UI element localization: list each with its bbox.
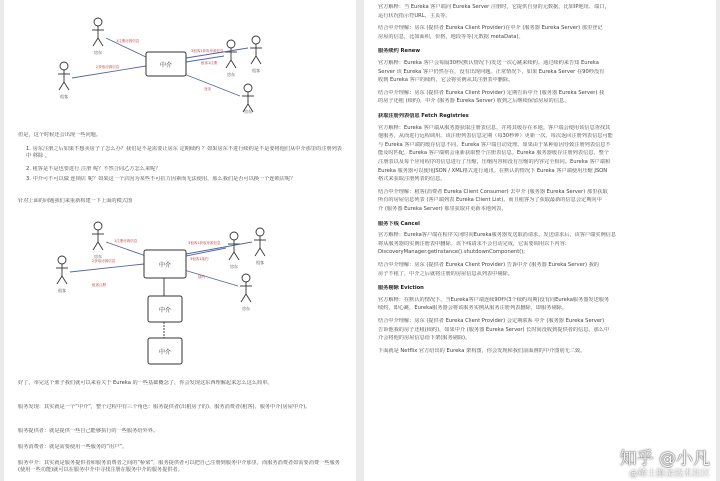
arrow-label: 1注册房源信息 [114, 239, 138, 243]
term-name: 服务消费者： [18, 444, 50, 450]
arrow-label: 3租客1续约 [190, 257, 209, 261]
section-heading: 服务剔除 Eviction [378, 285, 424, 292]
term-text: 其实就是一个“中介”，整个过程中有三个角色：服务提供者(出租房子的)、服务消费者(租客)、服务中介(房屋中介)。 [43, 404, 311, 410]
broker-node-label: 中介 [158, 262, 172, 269]
person-figure [242, 84, 254, 112]
paragraph-line: 下面就是 Netflix 官方给出的 Eureka 架构图，你会发现和我们前面画的中介图别无二致。 [378, 347, 586, 354]
paragraph-line: 结合中介理解：房东 (提供者 Eureka Client Provider) 定期告诉中介 (服务器 Eureka Server) 我 [378, 89, 605, 96]
person-figure [92, 18, 104, 46]
term-text: 就是提供一些自己能够执行的一些服务给外界。 [49, 428, 159, 434]
paragraph-line: 结合中介理解：房东 (提供者 Eureka Client Provider) 告诉中介 (服务器 Eureka Server) 我的 [378, 262, 599, 268]
paragraph-line: 官方解释：Eureka 客户端从服务器获取注册表信息，并将其缓存在本地。客户端会使用该信息查找其 [378, 124, 611, 131]
person-figure [225, 40, 237, 68]
person-figure [92, 222, 104, 250]
paragraph-line: 收到 Eureka 客户的续约，它会将实例从其注册表中删除。 [378, 77, 514, 84]
person-figure [56, 256, 68, 284]
term-name: 服务提供者： [18, 428, 50, 434]
person-label: 租客 [256, 260, 264, 265]
arrow-label: 租客1注册 [201, 61, 218, 65]
arrow-label: 续约 [198, 275, 205, 279]
person-figure [58, 62, 70, 90]
arrow-label: 租客注册 [92, 283, 106, 287]
paragraph-line: 告诉他我的房子还租(续约)，如果中介 (服务器 Eureka Server) 长时间没收到提供者的信息，那么中 [378, 326, 610, 333]
paragraph-line: Server 该 Eureka 客户仍然存在，没有出现问题。正常情况下，如果 Eureka Server 在90秒没有 [378, 68, 605, 75]
broker-node-label: 中介 [158, 307, 172, 314]
paragraph-line: 介 (服务器 Eureka Server) 那里获取并更新本地列表。 [378, 206, 507, 212]
person-figure [240, 274, 252, 302]
paragraph-line: 官方解释：Eureka客户端在程序关闭时向Eureka服务器发送取消请求。发送请求后，该客户端实例信息 [378, 232, 617, 239]
person-figure [250, 36, 262, 64]
paragraph-line: 将从服务器的实例注册表中删除。该下线请求不会自动完成，它需要调用以下内容： [378, 240, 570, 247]
arrow-label: 登录 [204, 87, 211, 91]
left-page [4, 0, 356, 481]
paragraph-line: 房屋的信息，比如面积，价格，地段等等(元数据 metaData)。 [378, 33, 524, 40]
paragraph-line: DiscoveryManager.getInstance().shutdownComponent(); [378, 249, 526, 256]
person-label: 租客 [60, 94, 68, 99]
person-label: 房东 [230, 264, 238, 269]
section-heading: 获取注册列表信息 Fetch Registries [378, 113, 469, 119]
list-item: 3. 中介可不可以做 连锁店 呢？如果这一个店因为某些不可抗力因素而无法使用，那么我们是否可以换一个连锁店呢？ [26, 176, 296, 182]
paragraph-line: 结合中介理解：房东 (提供者 Eureka Client Provider) 会定期联系 中介 (服务器 Eureka Server) [378, 318, 605, 324]
arrow-label: 3租客1获取房源信息 [191, 49, 224, 53]
paragraph-line: 官方解释：当 Eureka 客户端向 Eureka Server 注册时，它提供自身的元数据，比如IP地址、端口， [378, 4, 610, 10]
watermark-juejin: @稀土掘金技术社区 [628, 469, 710, 479]
person-label: 房东 [94, 254, 102, 259]
paragraph: 但是，这个时候还会出现一些问题。 [18, 132, 102, 138]
paragraph-line: 介会将他的房屋信息给下架(服务剔除)。 [378, 335, 471, 342]
paragraph-line: 能及时匹配，Eureka 客户端则会重新获取整个注册表信息。Eureka 服务器缓存注册列表信息，整个 [378, 150, 609, 157]
paragraph-line: 结合中介理解：房东 (提供者 Eureka Client Provider)在中介 (服务器 Eureka Server) 那里登记 [378, 25, 603, 32]
section-heading: 服务续约 Renew [378, 48, 421, 55]
broker-diagram-2 [22, 212, 292, 372]
person-label: 房东 [244, 109, 252, 114]
arrow-label: 3租客1获取房源信息 [188, 241, 221, 245]
person-label: 租客 [58, 288, 66, 293]
paragraph: 针对上面的问题我们来重新构建一下上面的模式图 [18, 198, 133, 204]
paragraph-line: 续约，即心跳，Eureka服务器会将该服务实例从服务注册列表删除，即服务剔除。 [378, 305, 568, 312]
paragraph-line: 运行状况指示符URL，主页等。 [378, 12, 451, 19]
list-item: 2. 租客是不是也要进行 注册 呢？不然合同乙方怎么来呢？ [26, 166, 161, 172]
term-name: 服务发现： [18, 404, 44, 410]
term-definition [18, 404, 344, 411]
paragraph-line: 官方解释：Eureka 客户会每隔30秒(默认情况下)发送一次心跳来续约。通过续约来告知 Eureka [378, 60, 599, 66]
paragraph: 好了，举完这个栗子我们就可以来看关于 Eureka 的一些基础概念了，你会发现这东西理解起来怎么这么简单。 [18, 380, 273, 386]
term-definition [18, 428, 344, 435]
term-definition [18, 444, 344, 451]
person-label: 租客 [252, 68, 260, 73]
broker-diagram-1 [26, 4, 286, 114]
paragraph-line: 与 Eureka 客户端的缓存信息不同，Eureka 客户端自动处理。如果由于某种原因导致注册列表信息不 [378, 141, 611, 148]
section-heading: 服务下线 Cancel [378, 220, 420, 227]
arrow-label: 2获取房源信息 [92, 259, 116, 263]
person-label: 房东 [227, 72, 235, 77]
right-page [364, 0, 716, 481]
paragraph-line: 注册表以及每个应用程序的信息进行了压缩，压缩内容和没有压缩的内容完全相同。Eureka 客户端和 [378, 159, 611, 165]
broker-node-label: 中介 [158, 349, 172, 356]
term-definition [18, 460, 344, 474]
list-item: 1. 房东注册之后如果不想卖房子了怎么办？我们是不是需要让房东 定期续约 ？如果房东不进行续约是不是要将他们从中介那里的注册列表中 移除 。 [26, 146, 342, 159]
paragraph-line: 格式来获取注册列表的信息。 [378, 176, 446, 183]
arrow-label: 2获取房源信息 [96, 65, 120, 69]
watermark-zhihu: 知乎 @小凡 [619, 449, 710, 469]
term-text: 其实就是服务提供者和服务消费者之间的“桥梁”，服务提供者可以把自己注册到服务中介那里，而服务消费者如需要消费一些服务(使用一些功能)就可以在服务中介中寻找注册在服务中介的服务提供者。 [18, 460, 340, 473]
term-name: 服务中介： [18, 460, 44, 466]
paragraph-line: 所有的房屋信息列表 (客户端列表 Eureka Client List)，而且租客为了获取最新的信息会定期向中 [378, 197, 602, 204]
person-figure [254, 228, 266, 256]
paragraph-line: 结合中介理解：租客(消费者 Eureka Client Consumer) 去中介 (服务器 Eureka Server) 那里获取 [378, 188, 608, 195]
broker-node-label: 中介 [159, 62, 173, 69]
paragraph-line: 官方解释：在默认的情况下，当Eureka客户端连续90秒(3个续约周期)没有向Eureka服务器发送服务 [378, 296, 610, 303]
person-label: 房东 [242, 306, 250, 311]
person-label: 房东 [94, 50, 102, 55]
term-text: 就是需要使用一些服务的“用户”。 [49, 444, 128, 450]
paragraph-line: 的房子还租 (续约)，中介 (服务器 Eureka Server) 收到之后继续保留房屋的信息。 [378, 98, 570, 105]
paragraph-line: 他服务，从而进行远程调用。该注册列表信息定期（每30秒钟）更新一次。每次返回注册列表信息可能 [378, 133, 613, 140]
paragraph-line: Eureka 服务器可以使用JSON / XML格式进行通讯。在默认的情况下 Eureka 客户端使用压缩 JSON [378, 167, 608, 174]
paragraph-line: 房子不租了，中介之后就将注册的房屋信息从列表中剔除。 [378, 270, 513, 277]
arrow-label: 1注册房源信息 [116, 39, 140, 43]
